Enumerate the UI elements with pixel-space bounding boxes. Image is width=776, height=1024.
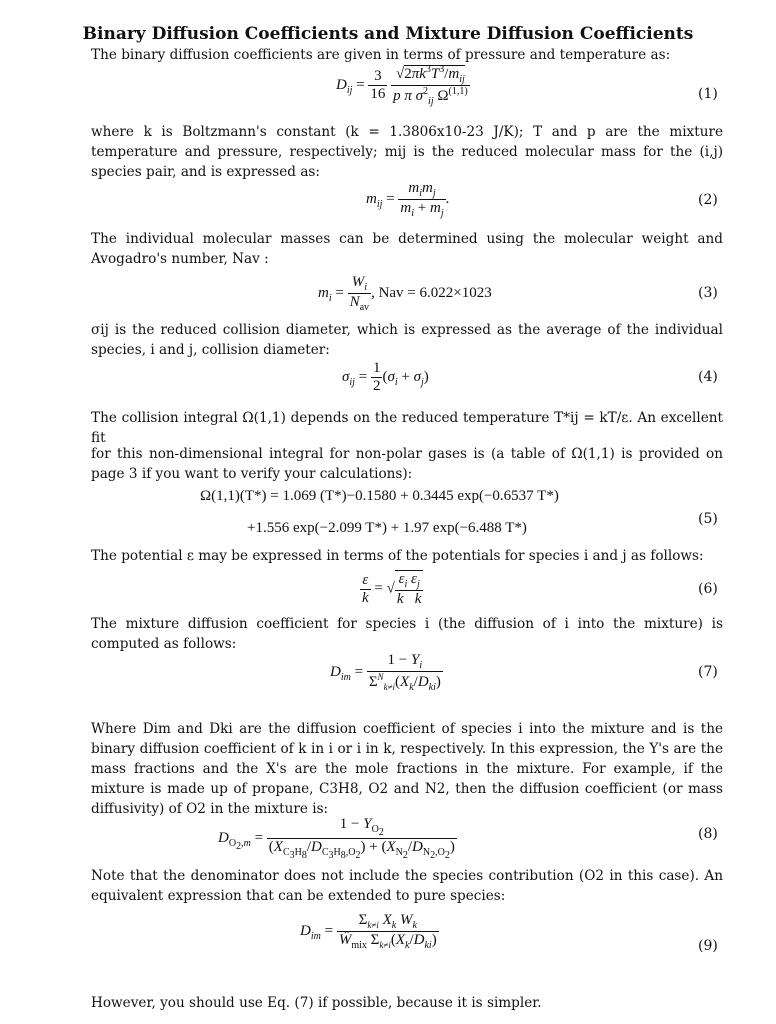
equation-9: $D_{im}$ = $\frac{\Sigma_{k\ne i} X_k W_k}{Ŵ_{mix} \Sigma_{k\ne i}(X_k/D_{ki})}$ xyxy=(300,912,437,951)
equation-number-3: (3) xyxy=(698,285,718,301)
equation-number-2: (2) xyxy=(698,192,718,208)
equation-4: $\sigma_{ij}$ = $\frac{1}{2}$ $(\sigma_i + \sigma_j)$ xyxy=(342,360,429,394)
page-title: Binary Diffusion Coefficients and Mixture Diffusion Coefficients xyxy=(82,24,694,44)
equation-8: $D_{O_2,m}$ = $\frac{1 - Y_{O_2}}{(X_{C_3H_8}/D_{C_3H_8,O_2}) + (X_{N_2}/D_{N_2,O_2})}$ xyxy=(218,816,455,861)
equation-5-line-2: +1.556 exp(−2.099 T*) + 1.97 exp(−6.488 T*) xyxy=(247,520,527,536)
potential-paragraph: The potential ε may be expressed in terms of the potentials for species i and j as follows: xyxy=(91,548,704,564)
molecular-mass-paragraph: The individual molecular masses can be determined using the molecular weight and Avogadro's number, Nav : xyxy=(91,231,723,267)
collision-diameter-paragraph: σij is the reduced collision diameter, which is expressed as the average of the individual species, i and j, collision diameter: xyxy=(91,322,723,358)
equation-1: $D_{ij}$ = $\frac{3}{16}$ $\frac{√2\pi k^3T^3/m_{ij}}{p \pi \sigma^2_{ij} \Omega^{(1,1)}}$ xyxy=(336,64,468,107)
intro-paragraph: The binary diffusion coefficients are given in terms of pressure and temperature as: xyxy=(91,47,671,63)
equation-5-line-1: Ω(1,1)(T*) = 1.069 (T*)−0.1580 + 0.3445 exp(−0.6537 T*) xyxy=(200,488,559,504)
boltzmann-paragraph: where k is Boltzmann's constant (k = 1.3806x10-23 J/K); T and p are the mixture temperature and pressure, respectively; mij is the reduced molecular mass for the (i,j) species pair, and is expressed as: xyxy=(91,124,723,180)
equation-number-5: (5) xyxy=(698,511,718,527)
equation-3: $m_i$ = $\frac{W_i}{N_{av}}$ , Nav = 6.022×1023 xyxy=(318,274,492,313)
equation-number-6: (6) xyxy=(698,581,718,597)
closing-paragraph: However, you should use Eq. (7) if possible, because it is simpler. xyxy=(91,995,542,1011)
note-paragraph: Note that the denominator does not include the species contribution (O2 in this case). An equivalent expression that can be extended to pure species: xyxy=(91,868,723,904)
definitions-paragraph: Where Dim and Dki are the diffusion coefficient of species i into the mixture and is the binary diffusion coefficient of k in i or i in k, respectively. In this expression, the Y's are the mass fractions and the X's are the mole fractions in the mixture. For example, if the mixture is made up of propane, C3H8, O2 and N2, then the diffusion coefficient (or mass diffusivity) of O2 in the mixture is: xyxy=(91,721,723,817)
fit-paragraph: for this non-dimensional integral for non-polar gases is (a table of Ω(1,1) is provided on page 3 if you want to verify your calculations): xyxy=(91,446,723,482)
equation-number-7: (7) xyxy=(698,664,718,680)
mixture-diffusion-paragraph: The mixture diffusion coefficient for species i (the diffusion of i into the mixture) is computed as follows: xyxy=(91,616,723,652)
collision-integral-paragraph: The collision integral Ω(1,1) depends on the reduced temperature T*ij = kT/ε. An excellent fit xyxy=(91,410,723,446)
equation-6: $\frac{\varepsilon}{k}$ = √ $\frac{\varepsilon_i \varepsilon_j}{\text{k k}}$ xyxy=(362,571,422,607)
equation-2: $m_{ij}$ = $\frac{m_im_j}{m_i + m_j}$ . xyxy=(366,180,450,219)
equation-7: $D_{im}$ = $\frac{1 - Y_i}{\Sigma^N_{k\ne i}(X_k/D_{ki})}$ xyxy=(330,652,441,693)
avogadro-number: Nav = 6.022×1023 xyxy=(378,284,492,301)
equation-number-9: (9) xyxy=(698,938,718,954)
equation-number-8: (8) xyxy=(698,826,718,842)
equation-number-1: (1) xyxy=(698,86,718,102)
equation-number-4: (4) xyxy=(698,369,718,385)
